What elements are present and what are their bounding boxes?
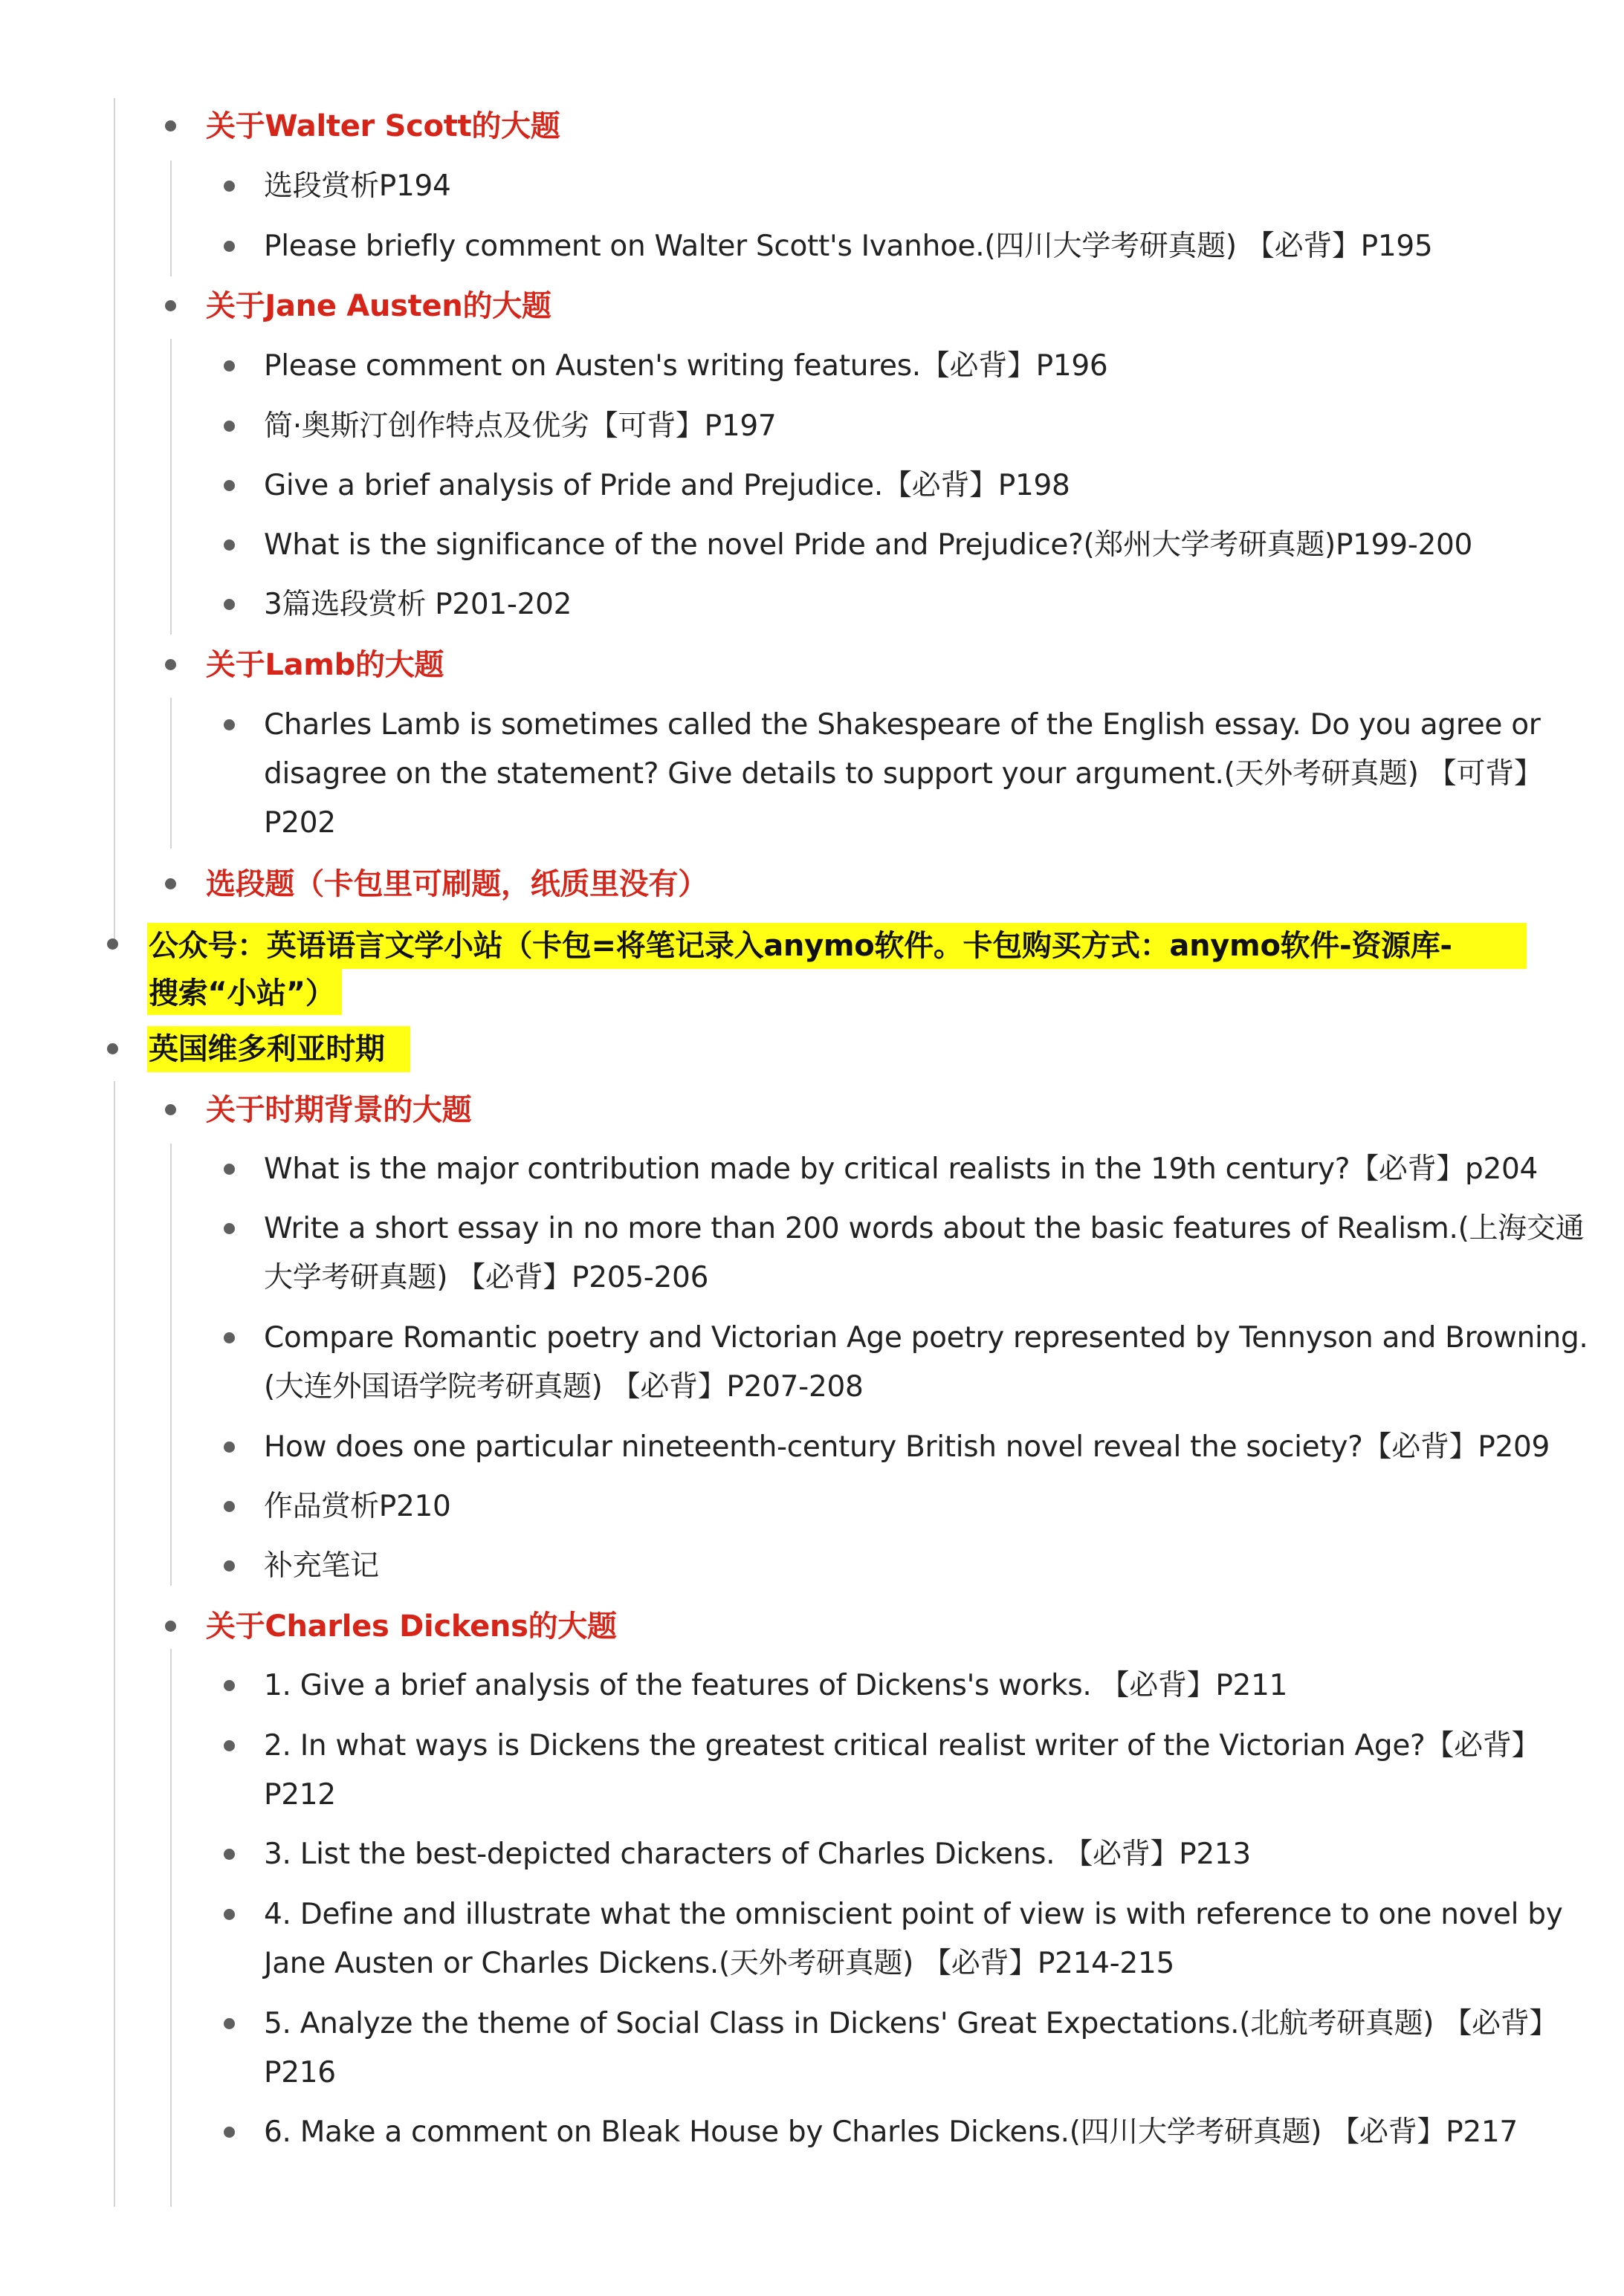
bullet-dot bbox=[224, 1849, 235, 1860]
list-item-line: P202 bbox=[264, 806, 336, 840]
bullet-dot bbox=[224, 480, 235, 491]
outline-guide-line-level2-austen bbox=[170, 339, 172, 635]
bullet-dot bbox=[224, 1442, 235, 1453]
bullet-dot bbox=[165, 1104, 176, 1115]
list-item: Please comment on Austen's writing features.【必背】P196 bbox=[264, 349, 1108, 383]
section-heading: 关于Lamb的大题 bbox=[206, 648, 444, 682]
list-item-line: 2. In what ways is Dickens the greatest critical realist writer of the Victorian Age?【必背】 bbox=[264, 1729, 1541, 1762]
outline-guide-line-level2-scott bbox=[170, 160, 172, 276]
bullet-dot bbox=[224, 1223, 235, 1234]
bullet-dot bbox=[165, 300, 176, 311]
list-item: 选段赏析P194 bbox=[264, 169, 451, 203]
era-title: 英国维多利亚时期 bbox=[149, 1032, 385, 1066]
list-item: Give a brief analysis of Pride and Prejudice.【必背】P198 bbox=[264, 469, 1070, 502]
list-item: 3. List the best-depicted characters of Charles Dickens. 【必背】P213 bbox=[264, 1838, 1251, 1871]
list-item: 3篇选段赏析 P201-202 bbox=[264, 588, 572, 621]
list-item-line: P216 bbox=[264, 2056, 336, 2089]
list-item-line: Charles Lamb is sometimes called the Shakespeare of the English essay. Do you agree or bbox=[264, 708, 1541, 742]
list-item-line: 4. Define and illustrate what the omniscient point of view is with reference to one novel by bbox=[264, 1898, 1563, 1931]
bullet-dot bbox=[224, 599, 235, 610]
bullet-dot bbox=[165, 120, 176, 132]
list-item-line: 5. Analyze the theme of Social Class in Dickens' Great Expectations.(北航考研真题) 【必背】 bbox=[264, 2007, 1559, 2040]
promo-line: 搜索“小站”） bbox=[149, 976, 335, 1011]
list-item: 补充笔记 bbox=[264, 1549, 379, 1583]
bullet-dot bbox=[224, 421, 235, 432]
list-item-line: P212 bbox=[264, 1778, 336, 1812]
bullet-dot bbox=[224, 539, 235, 551]
bullet-dot bbox=[224, 181, 235, 192]
outline-guide-line-level2-dickens bbox=[170, 1649, 172, 2207]
bullet-dot bbox=[224, 1740, 235, 1751]
list-item-line: (大连外国语学院考研真题) 【必背】P207-208 bbox=[264, 1370, 864, 1404]
list-item: Please briefly comment on Walter Scott's Ivanhoe.(四川大学考研真题) 【必背】P195 bbox=[264, 230, 1433, 263]
list-item: What is the significance of the novel Pride and Prejudice?(郑州大学考研真题)P199-200 bbox=[264, 528, 1473, 562]
promo-line: 公众号：英语语言文学小站（卡包=将笔记录入anymo软件。卡包购买方式：anymo软件-资源库- bbox=[149, 929, 1452, 963]
bullet-dot bbox=[224, 719, 235, 730]
bullet-dot bbox=[224, 241, 235, 252]
list-item-line: Jane Austen or Charles Dickens.(天外考研真题) 【必背】P214-215 bbox=[264, 1947, 1174, 1980]
bullet-dot bbox=[165, 1621, 176, 1632]
section-heading: 选段题（卡包里可刷题，纸质里没有） bbox=[206, 867, 708, 901]
list-item: 1. Give a brief analysis of the features of Dickens's works. 【必背】P211 bbox=[264, 1669, 1288, 1702]
list-item: What is the major contribution made by critical realists in the 19th century?【必背】p204 bbox=[264, 1152, 1539, 1186]
list-item-line: 大学考研真题) 【必背】P205-206 bbox=[264, 1261, 709, 1294]
outline-guide-line-level2-lamb bbox=[170, 698, 172, 849]
bullet-dot bbox=[224, 1332, 235, 1343]
bullet-dot bbox=[107, 1043, 118, 1054]
section-heading: 关于Charles Dickens的大题 bbox=[206, 1609, 617, 1644]
bullet-dot bbox=[224, 1560, 235, 1572]
list-item: 作品赏析P210 bbox=[264, 1490, 451, 1523]
bullet-dot bbox=[224, 1909, 235, 1920]
list-item: 6. Make a comment on Bleak House by Charles Dickens.(四川大学考研真题) 【必背】P217 bbox=[264, 2115, 1518, 2149]
list-item: How does one particular nineteenth-century British novel reveal the society?【必背】P209 bbox=[264, 1430, 1550, 1464]
bullet-dot bbox=[224, 1164, 235, 1175]
bullet-dot bbox=[224, 1501, 235, 1512]
bullet-dot bbox=[224, 360, 235, 372]
bullet-dot bbox=[224, 1680, 235, 1691]
bullet-dot bbox=[224, 2018, 235, 2029]
outline-guide-line-level1 bbox=[114, 98, 115, 944]
list-item-line: disagree on the statement? Give details to support your argument.(天外考研真题) 【可背】 bbox=[264, 757, 1543, 791]
bullet-dot bbox=[165, 878, 176, 889]
section-heading: 关于Walter Scott的大题 bbox=[206, 109, 560, 143]
list-item-line: Compare Romantic poetry and Victorian Age poetry represented by Tennyson and Browning. bbox=[264, 1321, 1588, 1355]
outline-guide-line-level2-background bbox=[170, 1144, 172, 1586]
section-heading: 关于Jane Austen的大题 bbox=[206, 289, 551, 323]
bullet-dot bbox=[107, 938, 118, 950]
bullet-dot bbox=[165, 659, 176, 670]
section-heading: 关于时期背景的大题 bbox=[206, 1093, 472, 1127]
list-item: 简·奥斯汀创作特点及优劣【可背】P197 bbox=[264, 409, 777, 443]
bullet-dot bbox=[224, 2127, 235, 2138]
list-item-line: Write a short essay in no more than 200 words about the basic features of Realism.(上海交通 bbox=[264, 1212, 1585, 1245]
outline-guide-line-level1-victorian bbox=[114, 1081, 115, 2207]
